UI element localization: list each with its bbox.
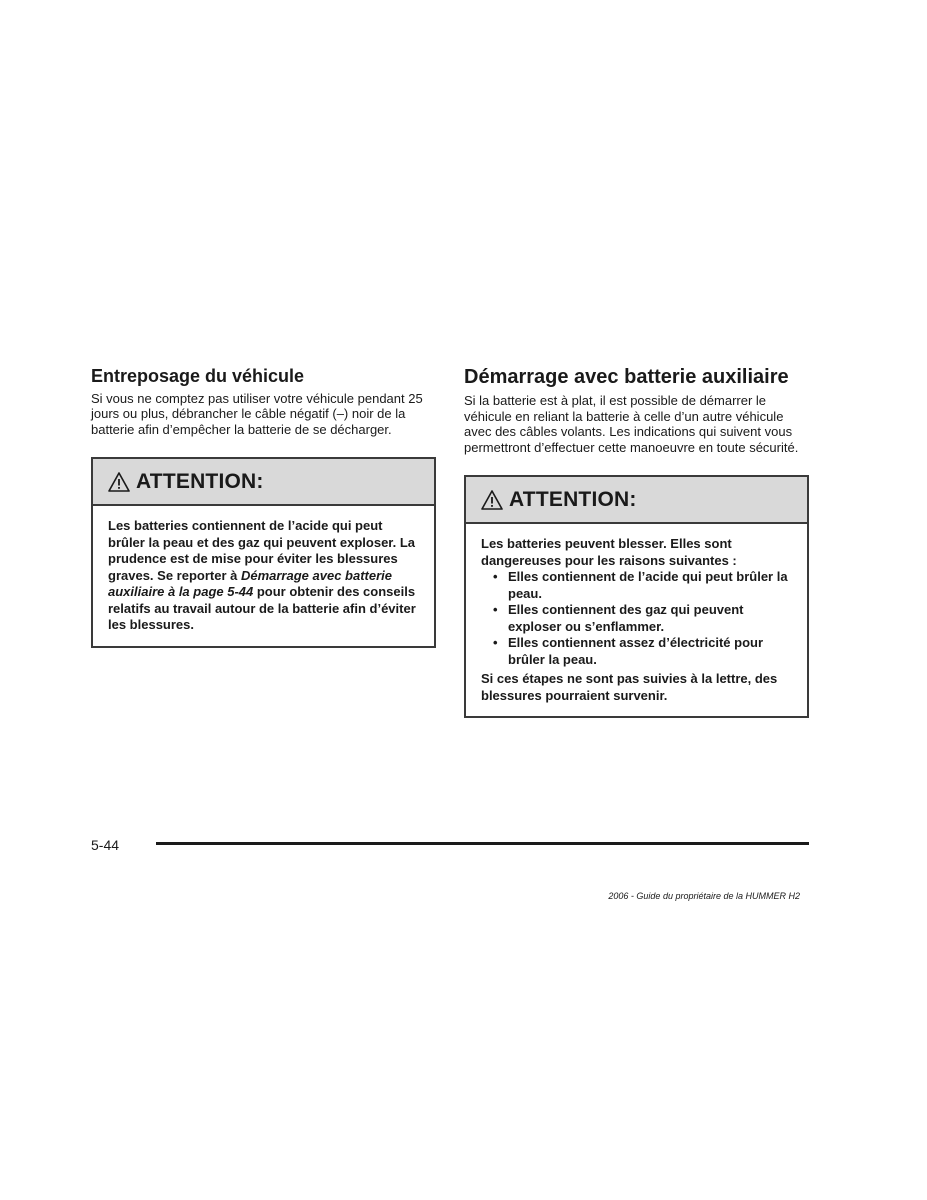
caution-header <box>93 459 434 506</box>
footer-divider <box>156 842 809 845</box>
caution-body <box>93 506 434 646</box>
left-column <box>91 366 436 648</box>
bullet-icon: • <box>493 602 498 617</box>
bullet-icon: • <box>493 569 498 584</box>
warning-triangle-icon <box>108 471 130 493</box>
storage-paragraph: Si vous ne comptez pas utiliser votre véhicule pendant 25 jours ou plus, débrancher le câble négatif (–) noir de la batterie afin d’empêcher la batterie de se décharger. <box>91 390 423 437</box>
warning-triangle-icon <box>481 489 503 511</box>
caution-box-storage <box>91 457 436 648</box>
section-heading-jump-start: Démarrage avec batterie auxiliaire <box>464 366 789 388</box>
caution-intro: Les batteries peuvent blesser. Elles sont dangereuses pour les raisons suivantes : <box>481 536 737 568</box>
caution-bullet <box>481 602 792 635</box>
caution-bullet-text: Elles contiennent des gaz qui peuvent exploser ou s’enflammer. <box>508 602 744 634</box>
caution-bullet <box>481 635 792 668</box>
caution-bullet-text: Elles contiennent assez d’électricité pour brûler la peau. <box>508 635 764 667</box>
caution-box-jump-start <box>464 475 809 718</box>
caution-bullet <box>481 569 792 602</box>
caution-text-after: pour obtenir des conseils relatifs au travail autour de la batterie afin d’éviter les blessures. <box>108 584 416 633</box>
caution-closing: Si ces étapes ne sont pas suivies à la lettre, des blessures pourraient survenir. <box>481 671 778 703</box>
page-number: 5-44 <box>91 837 120 853</box>
section-heading-storage: Entreposage du véhicule <box>91 366 305 386</box>
caution-text-before: Les batteries contiennent de l’acide qui peut brûler la peau et des gaz qui peuvent exploser. La prudence est de mise pour éviter les blessures graves. Se reporter à <box>108 518 416 583</box>
caution-header <box>466 477 807 524</box>
cross-reference-link[interactable]: Démarrage avec batterie auxiliaire à la page 5-44 <box>108 567 392 600</box>
caution-bullet-text: Elles contiennent de l’acide qui peut brûler la peau. <box>508 569 788 601</box>
right-column <box>464 366 809 718</box>
footer-note: 2006 - Guide du propriétaire de la HUMMER H2 <box>608 891 800 901</box>
caution-text <box>108 518 419 634</box>
jump-start-paragraph: Si la batterie est à plat, il est possible de démarrer le véhicule en reliant la batterie à celle d’un autre véhicule avec des câbles volants. Les indications qui suivent vous permettront d’effectuer cette manoeuvre en toute sécurité. <box>464 393 799 455</box>
bullet-icon: • <box>493 635 498 650</box>
caution-title: ATTENTION: <box>136 469 264 493</box>
caution-bullet-list <box>481 569 792 668</box>
caution-title: ATTENTION: <box>509 487 637 511</box>
caution-body <box>466 524 807 716</box>
